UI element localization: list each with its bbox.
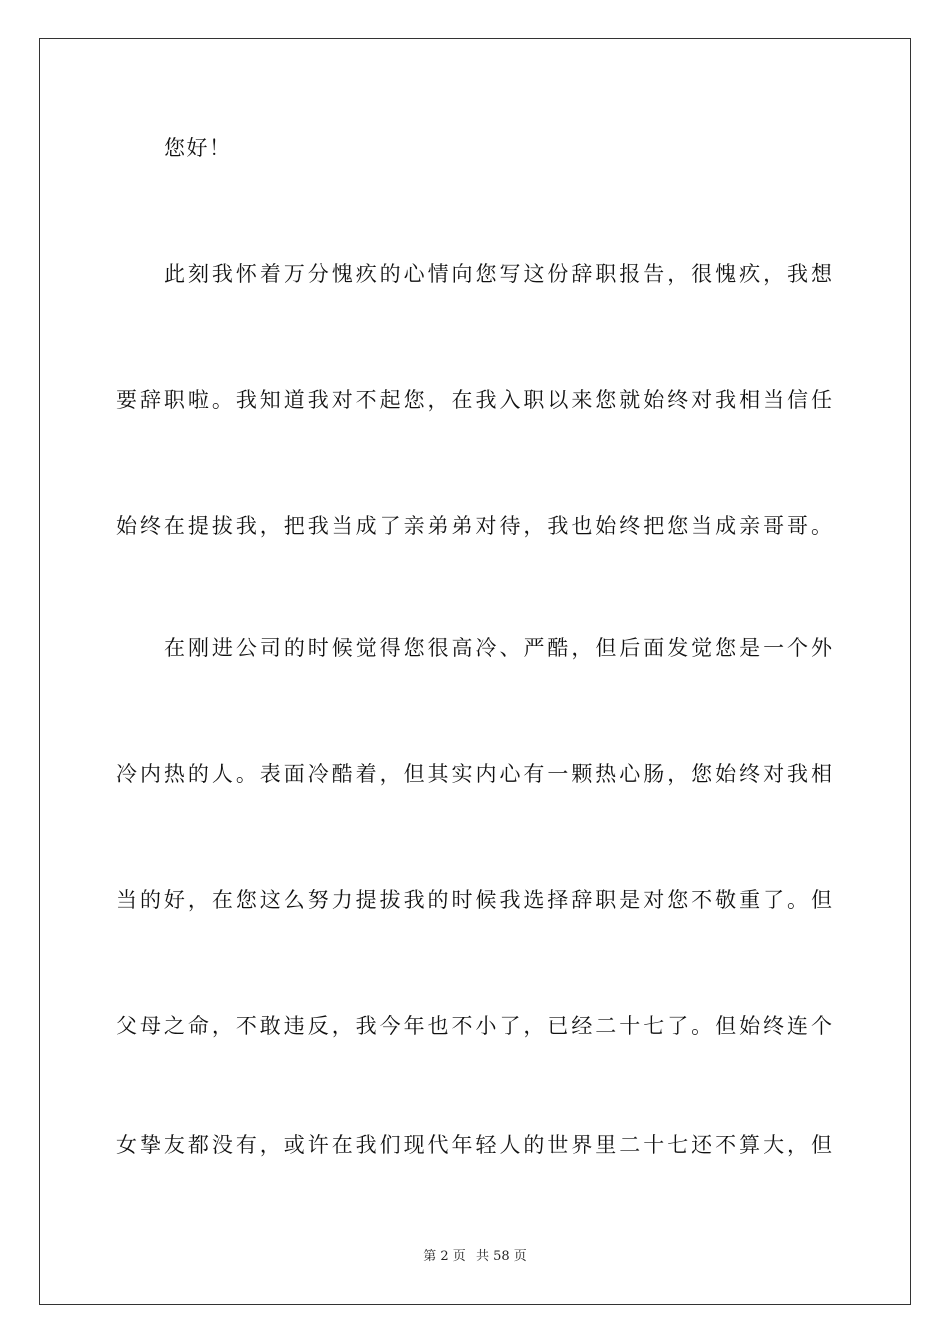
body-line-5: 冷内热的人。表面冷酷着，但其实内心有一颗热心肠，您始终对我相 bbox=[116, 762, 832, 786]
body-line-1: 此刻我怀着万分愧疚的心情向您写这份辞职报告，很愧疚，我想 bbox=[164, 262, 832, 286]
greeting-line: 您好！ bbox=[164, 136, 232, 160]
page-border bbox=[39, 38, 911, 1305]
body-line-7: 父母之命，不敢违反，我今年也不小了，已经二十七了。但始终连个 bbox=[116, 1014, 832, 1038]
body-line-2: 要辞职啦。我知道我对不起您，在我入职以来您就始终对我相当信任 bbox=[116, 388, 832, 412]
body-line-3: 始终在提拔我，把我当成了亲弟弟对待，我也始终把您当成亲哥哥。 bbox=[116, 514, 832, 538]
body-line-6: 当的好，在您这么努力提拔我的时候我选择辞职是对您不敬重了。但 bbox=[116, 888, 832, 912]
page-number: 第 2 页 bbox=[423, 1249, 466, 1264]
page-footer bbox=[0, 1248, 950, 1266]
page-total: 共 58 页 bbox=[475, 1249, 527, 1264]
body-line-4: 在刚进公司的时候觉得您很高冷、严酷，但后面发觉您是一个外 bbox=[164, 636, 832, 660]
body-line-8: 女挚友都没有，或许在我们现代年轻人的世界里二十七还不算大，但 bbox=[116, 1133, 832, 1157]
